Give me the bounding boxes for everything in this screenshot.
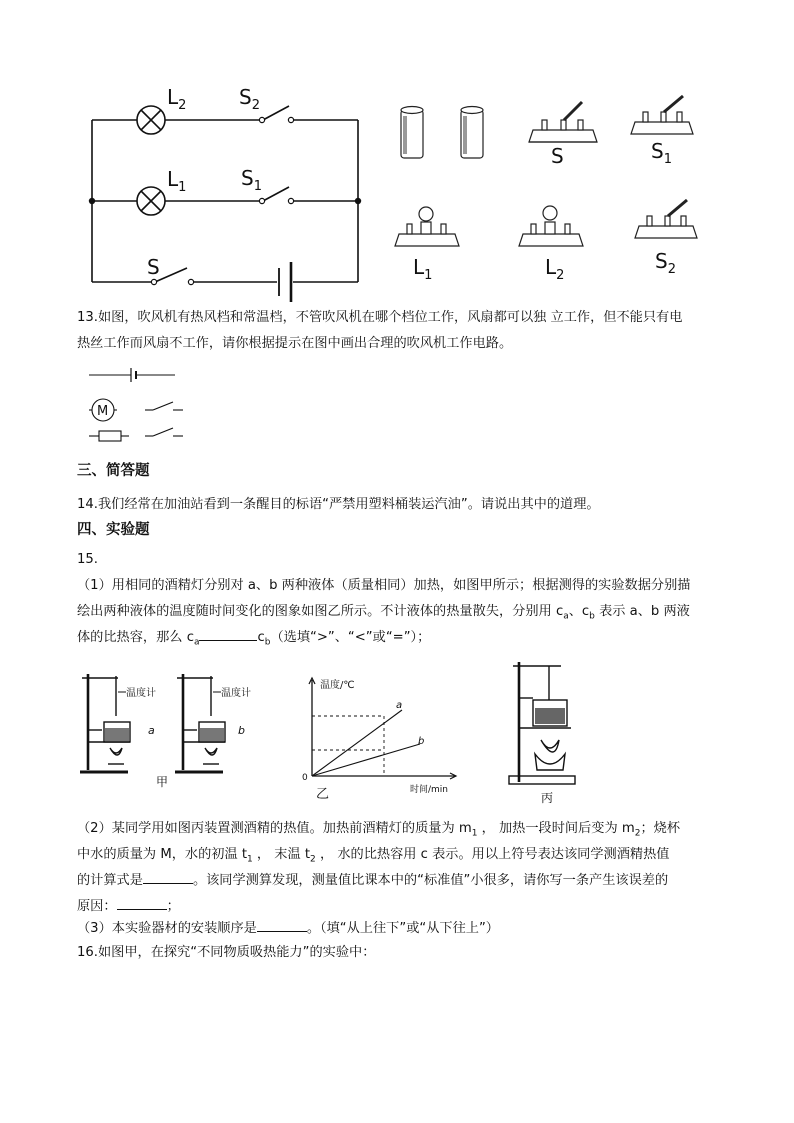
motor-label: M [97,404,109,419]
hairdryer-symbols [85,362,195,447]
caption-jia: 甲 [156,775,169,789]
caption-bing: 丙 [541,791,554,805]
q15-p2-line2: 中水的质量为 M，水的初温 $t_1$ ， 末温 $t_2$ ， 水的比热容用 c 表示。用以上符号表达该同学测酒精热值 [77,847,670,865]
graph-ylabel: 温度/℃ [320,680,355,691]
graph-origin: 0 [302,773,308,783]
circuit-diagram [85,82,375,307]
q16-text: 16.如图甲，在探究“不同物质吸热能力”的实验中： [77,945,376,960]
label-switch-S: S [551,144,564,168]
label-S2: $S_2$ [239,85,260,113]
q14-text: 14.我们经常在加油站看到一条醒目的标语“严禁用塑料桶装运汽油”。请说出其中的道理。 [77,497,600,512]
figure-bing [505,656,585,806]
q15-p2-line3: 的计算式是 。该同学测算发现，测量值比课本中的“标准值”小很多，请你写一条产生该误差的 [77,868,717,894]
answer-blank-2[interactable] [143,870,193,884]
q13-line2: 热丝工作而风扇不工作，请你根据提示在图中画出合理的吹风机工作电路。 [77,336,513,351]
q15-number: 15. [77,552,98,567]
answer-blank-1[interactable] [199,627,257,641]
q13-line1: 13.如图，吹风机有热风档和常温档，不管吹风机在哪个档位工作，风扇都可以独 立工作，但不能只有电 [77,310,683,325]
answer-blank-4[interactable] [257,918,307,932]
label-switch-S2: $S_2$ [655,249,676,277]
q15-p1-line2: 绘出两种液体的温度随时间变化的图象如图乙所示。不计液体的热量散失，分别用 $c_a$、$c_b$ 表示 a、b 两液 [77,604,690,622]
caption-yi: 乙 [316,787,330,800]
answer-blank-3[interactable] [117,896,167,910]
q15-p2-line4: 原因： ； [77,894,717,920]
figure-yi-graph [298,668,478,800]
series-line-b [312,744,420,776]
q15-p1-line1: （1）用相同的酒精灯分别对 a、b 两种液体（质量相同）加热，如图甲所示；根据测得的实验数据分别描 [77,578,691,593]
label-lamp-L1: $L_1$ [413,255,433,283]
section4-title: 四、实验题 [77,522,150,538]
label-L1: $L_1$ [167,167,187,195]
section3-title: 三、简答题 [77,463,150,479]
label-L2: $L_2$ [167,85,187,113]
thermometer-label-2: 温度计 [221,688,251,699]
q15-p2-line1: （2）某同学用如图丙装置测酒精的热值。加热前酒精灯的质量为 $m_1$ ， 加热一段时间后变为 $m_2$；烧杯 [77,821,681,839]
label-lamp-L2: $L_2$ [545,255,565,283]
physical-components [385,88,715,288]
series-line-a [312,710,402,776]
thermometer-label-1: 温度计 [126,688,156,699]
liquid-b-label: b [238,724,245,737]
q15-p1-line3: 体的比热容，那么 $c_a$ $c_b$（选填“>”、“<”或“=”）； [77,625,717,656]
liquid-a-label: a [148,724,155,737]
graph-line-a-label: a [396,700,403,711]
graph-line-b-label: b [418,736,425,747]
label-S1: $S_1$ [241,166,262,194]
graph-xlabel: 时间/min [410,785,449,795]
label-S: S [147,255,160,279]
label-switch-S1: $S_1$ [651,139,672,167]
figure-jia [78,662,253,790]
q15-p3: （3）本实验器材的安装顺序是 。（填“从上往下”或“从下往上”） [77,916,717,942]
